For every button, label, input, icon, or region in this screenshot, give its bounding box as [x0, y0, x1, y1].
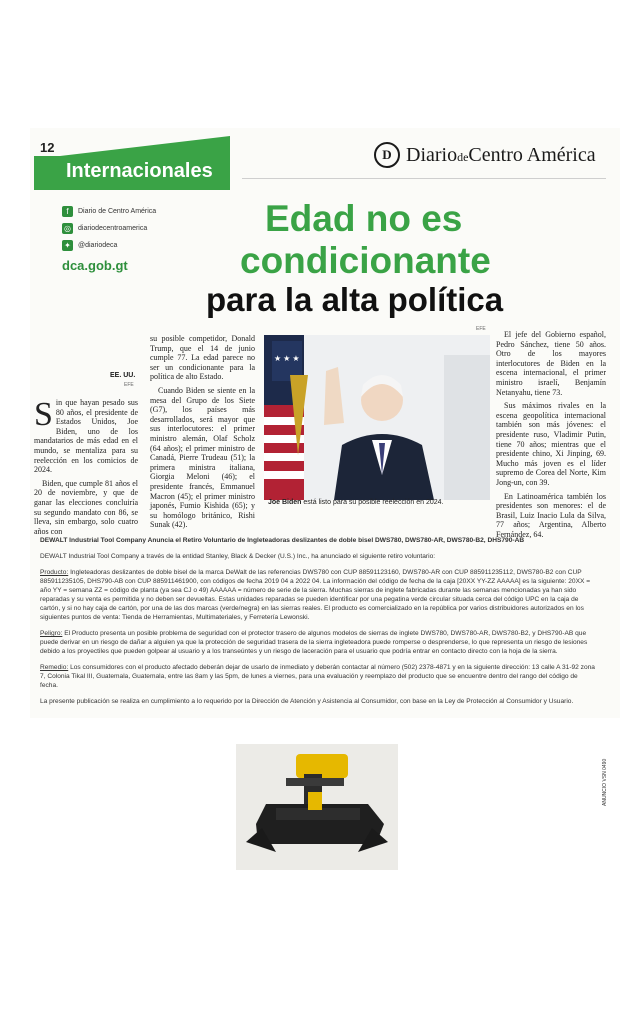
twitter-icon: ✦: [62, 240, 73, 251]
notice-intro: DEWALT Industrial Tool Company a través de la entidad Stanley, Black & Decker (U.S.) Inc., ha anunciado el siguiente retiro voluntario:: [40, 553, 436, 560]
social-twitter-text: @diariodeca: [78, 242, 118, 249]
page-number: 12: [40, 140, 55, 155]
social-instagram: [62, 223, 147, 234]
svg-text:★ ★ ★: ★ ★ ★: [274, 354, 300, 363]
social-instagram-text: diariodecentroamerica: [78, 225, 148, 232]
social-twitter: [62, 240, 117, 251]
article-paragraph: El jefe del Gobierno español, Pedro Sánchez, tiene 50 años. Otro de los mayores interlocutores de Biden en la escena internacional, el primer ministro israelí, Benjamín Netanyahu, tiene 73.: [496, 330, 606, 397]
notice-title: DEWALT Industrial Tool Company Anuncia el Retiro Voluntario de Ingleteadoras deslizantes de doble bisel DWS780, DWS780-AR, DWS780-B2, DHS790-AB: [40, 537, 525, 544]
biden-photo: [264, 335, 490, 500]
photo-credit: EFE: [476, 326, 486, 332]
header-rule: [242, 178, 606, 179]
photo-caption: Joe Biden está listo para su posible reelección en 2024.: [268, 499, 444, 506]
notice-peligro: Peligro: El Producto presenta un posible problema de seguridad con el protector trasero de algunos modelos de sierras de inglete DWS780, DWS780-AR, DWS780-B2, y DHS790-AB que puede derivar en un riesgo de dañar a alguien ya que la protección de seguridad trasera de la sierra ingleteadora puede romperse o desprenderse, lo que representa un riesgo de lesiones debido a los proyectiles que pueden golpear al usuario y a los transeúntes y un riesgo de laceración para el usuario que podría entrar en contacto directo con la hoja de la sierra.: [40, 630, 588, 655]
social-facebook-text: Diario de Centro América: [78, 208, 157, 215]
newspaper-logo: [374, 142, 596, 168]
headline-line-3: para la alta política: [206, 281, 504, 318]
article-paragraph: su posible competidor, Donald Trump, que el 14 de junio cumple 77. La edad parece no ser un condicionante para la política de alto Estado.: [150, 334, 255, 382]
byline-place: EE. UU.: [110, 372, 136, 379]
notice-closing: La presente publicación se realiza en cumplimiento a lo requerido por la Dirección de Atención y Asistencia al Consumidor, con base en la Ley de Protección al Consumidor y Usuario.: [40, 698, 574, 705]
article-paragraph: En Latinoamérica también los presidentes son menores: el de Brasil, Luiz Inacio Lula da Silva, 77 años; Argentina, Alberto Fernández, 64.: [496, 491, 606, 539]
instagram-icon: ◎: [62, 223, 73, 234]
recall-notice: [40, 536, 596, 706]
facebook-icon: f: [62, 206, 73, 217]
byline: [110, 372, 135, 379]
website-link[interactable]: dca.gob.gt: [62, 258, 128, 273]
article-column-2: [150, 334, 255, 534]
logo-text: DiariodeCentro América: [406, 143, 596, 166]
headline-line-1: Edad no es: [265, 198, 463, 239]
article-paragraph: Cuando Biden se siente en la mesa del Grupo de los Siete (G7), los países más desarrollados, será mayor que sus interlocutores: el primer ministro alemán, Olaf Scholz (64 años); el primer ministro de Canadá, Pierre Trudeau (51); la primera ministra italiana, Giorgia Meloni (46); el presidente francés, Emmanuel Macron (45); el primer ministro japonés, Fumio Kishida (65); y su homólogo británico, Rishi Sunak (42).: [150, 385, 255, 530]
headline-line-2: condicionante: [240, 240, 491, 281]
notice-remedio: Remedio: Los consumidores con el producto afectado deberán dejar de usarlo de inmediato y deberán contactar al número (502) 2378-4871 y en la siguiente dirección: 13 calle A 31-92 zona 7, Colonia Tikal III, Guatemala, Guatemala, entre las 8am y las 5pm, de lunes a viernes, para una evaluación y reemplazo del producto que se encuentre dentro del rango del código de fecha.: [40, 664, 595, 689]
logo-mark-icon: D: [374, 142, 400, 168]
social-facebook: [62, 206, 156, 217]
article-paragraph: Biden, que cumple 81 años el 20 de noviembre, y que de ganar las elecciones concluiría su segundo mandato con 86, se lleva, sin embargo, solo cuatro años con: [34, 478, 138, 536]
article-column-3: [496, 330, 606, 543]
miter-saw-image: [236, 744, 398, 870]
article-column-1: Sin que hayan pesado sus 80 años, el presidente de Estados Unidos, Joe Biden, uno de los mandatarios de más edad en el mundo, se mentaliza para su reelección en los comicios de 2024. Biden, que cumple 81 años el 20 de noviembre, y que de ganar las elecciones concluiría su segundo mandato con 86, se lleva, sin embargo, solo cuatro años con: [34, 396, 138, 536]
article-paragraph: Sus máximos rivales en la escena geopolítica internacional también son más jóvenes: el presidente ruso, Vladimir Putin, tiene 70 años; mientras que el presidente chino, Xi Jinping, 69. Mucho más joven es el líder supremo de Corea del Norte, Kim Jong-un, con 39.: [496, 401, 606, 487]
section-banner-accent: [60, 136, 230, 156]
section-title: Internacionales: [66, 160, 213, 182]
byline-agency: EFE: [124, 382, 134, 388]
drop-cap: S: [34, 396, 53, 433]
ad-reference: ANUNCIO VSN 0490: [602, 758, 608, 806]
notice-producto: Producto: Ingleteadoras deslizantes de doble bisel de la marca DeWalt de las referencias DWS780 con CUP 88591123160, DWS780-AR con CUP 885911235112, DWS780-B2 con CUP 885911235105, DHS790-AB con CUP 885911461900, con códigos de fecha 2019 04 a 2022 04. La información del código de fecha de la caja [20XX YY-ZZ AAAAA] es la siguiente: 20XX = año YY = semana ZZ = código de planta (ya sea CJ o 49) AAAAAA = número de serie de la sierra. Muchas sierras de inglete fabricadas durante las semanas mencionadas ya han sido reparadas y su venta es permitida y no deben ser devueltas. Estas unidades reparadas se pueden identificar por una pegatina verde circular situada cerca del código UPC en la caja de cartón, y si no hay caja de cartón, por una de las dos marcas (verde/negra) en las sierras reales. El producto es comercializado en la república por varios distribuidores autorizados en los siguientes puntos de venta: Tienda de Herramientas, Multimateriales, y Ferretería Lewonski.: [40, 569, 591, 621]
